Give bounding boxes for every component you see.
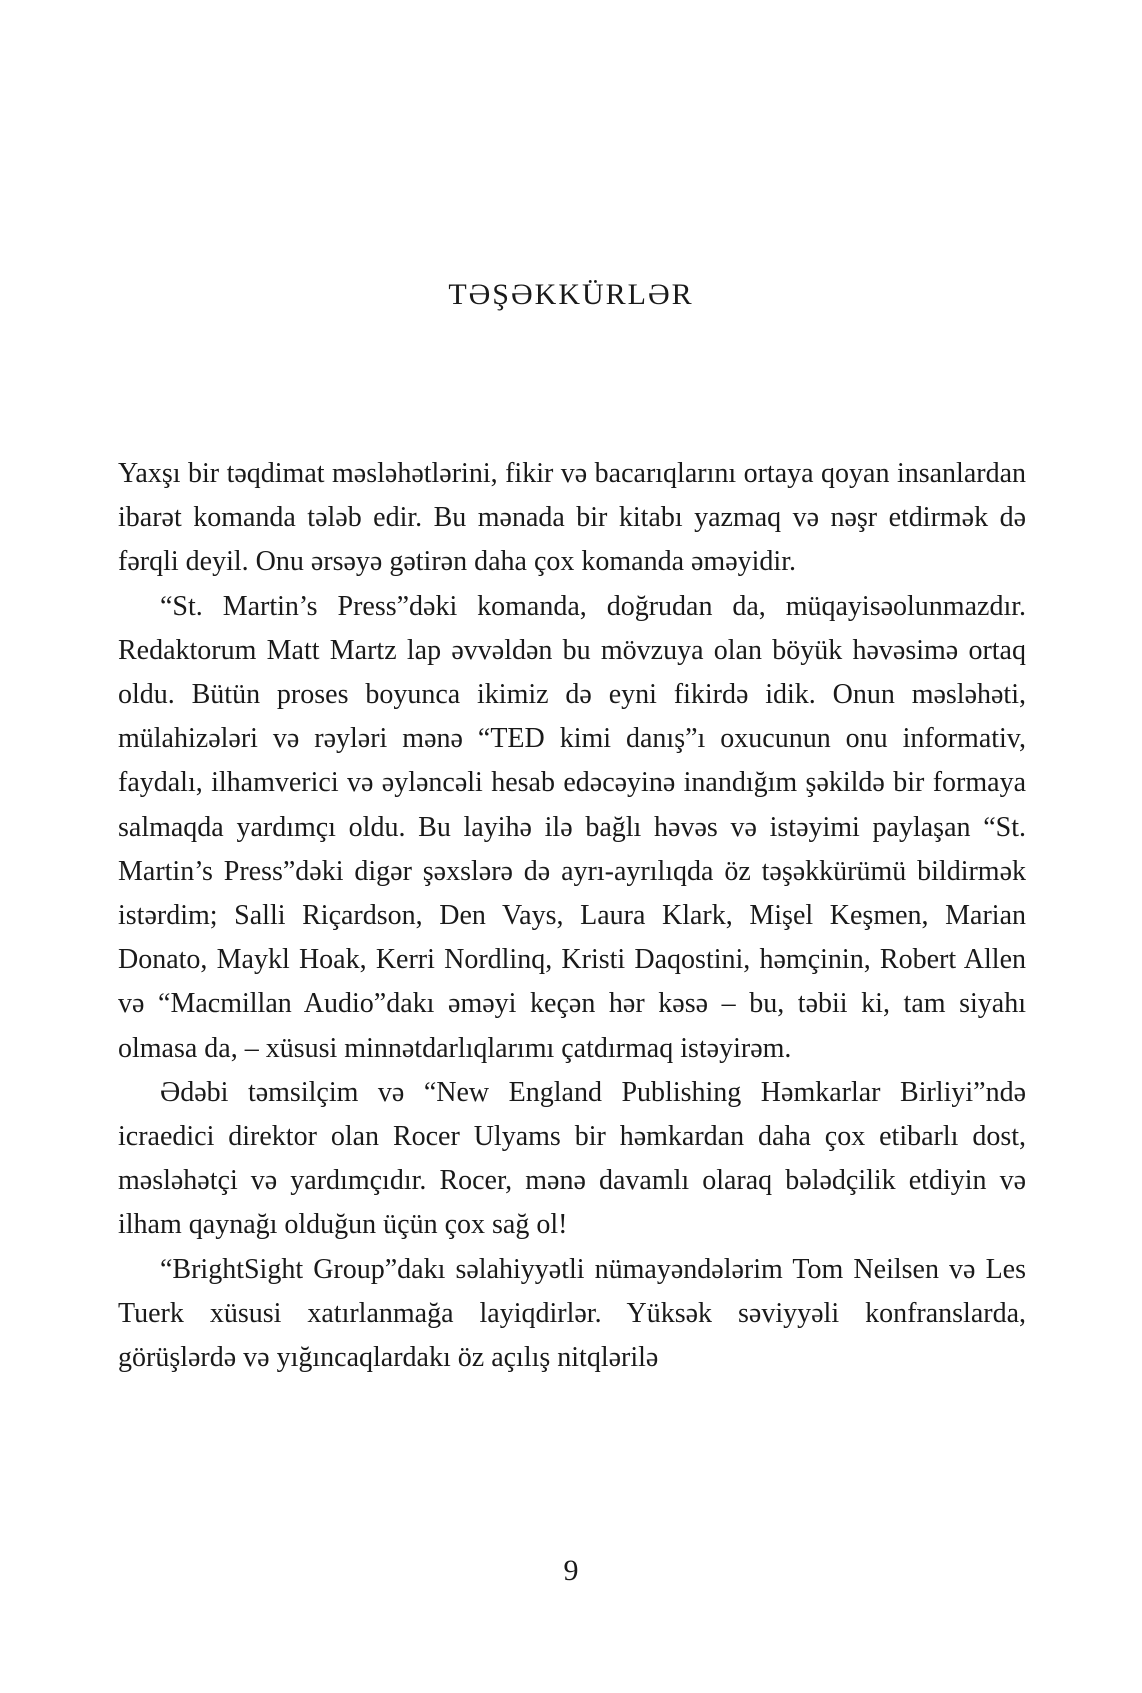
paragraph: Ədəbi təmsilçim və “New England Publishing Həmkarlar Birliyi”ndə icraedici direktor olan Rocer Ulyams bir həmkardan daha çox etibarlı dost, məsləhətçi və yardımçıdır. Rocer, mənə davamlı olaraq bələdçilik etdiyin və ilham qaynağı olduğun üçün çox sağ ol! xyxy=(118,1076,1026,1241)
page-number: 9 xyxy=(563,1554,579,1587)
paragraph: “BrightSight Group”dakı səlahiyyətli nümayəndələrim Tom Neilsen və Les Tuerk xüsusi xatırlanmağa layiqdirlər. Yüksək səviyyəli konfranslarda, görüşlərdə və yığıncaqlardakı öz açılış nitqlərilə xyxy=(118,1253,1026,1374)
body-text xyxy=(118,452,1026,1380)
chapter-title: TƏŞƏKKÜRLƏR xyxy=(448,278,694,311)
paragraph: “St. Martin’s Press”dəki komanda, doğrudan da, müqayisəolunmazdır. Redaktorum Matt Martz lap əvvəldən bu mövzuya olan böyük həvəsimə ortaq oldu. Bütün proses boyunca ikimiz də eyni fikirdə idik. Onun məsləhəti, mülahizələri və rəyləri mənə “TED kimi danış”ı oxucunun onu informativ, faydalı, ilhamverici və əyləncəli hesab edəcəyinə inandığım şəkildə bir formaya salmaqda yardımçı oldu. Bu layihə ilə bağlı həvəs və istəyimi paylaşan “St. Martin’s Press”dəki digər şəxslərə də ayrı-ayrılıqda öz təşəkkürümü bildirmək istərdim; Salli Riçardson, Den Vays, Laura Klark, Mişel Keşmen, Marian Donato, Maykl Hoak, Kerri Nordlinq, Kristi Daqostini, həmçinin, Robert Allen və “Macmillan Audio”dakı əməyi keçən hər kəsə – bu, təbii ki, tam siyahı olmasa da, – xüsusi minnətdarlıqlarımı çatdırmaq istəyirəm. xyxy=(118,590,1026,1064)
paragraph: Yaxşı bir təqdimat məsləhətlərini, fikir və bacarıqlarını ortaya qoyan insanlardan ibarət komanda tələb edir. Bu mənada bir kitabı yazmaq və nəşr etdirmək də fərqli deyil. Onu ərsəyə gətirən daha çox komanda əməyidir. xyxy=(118,458,1026,578)
